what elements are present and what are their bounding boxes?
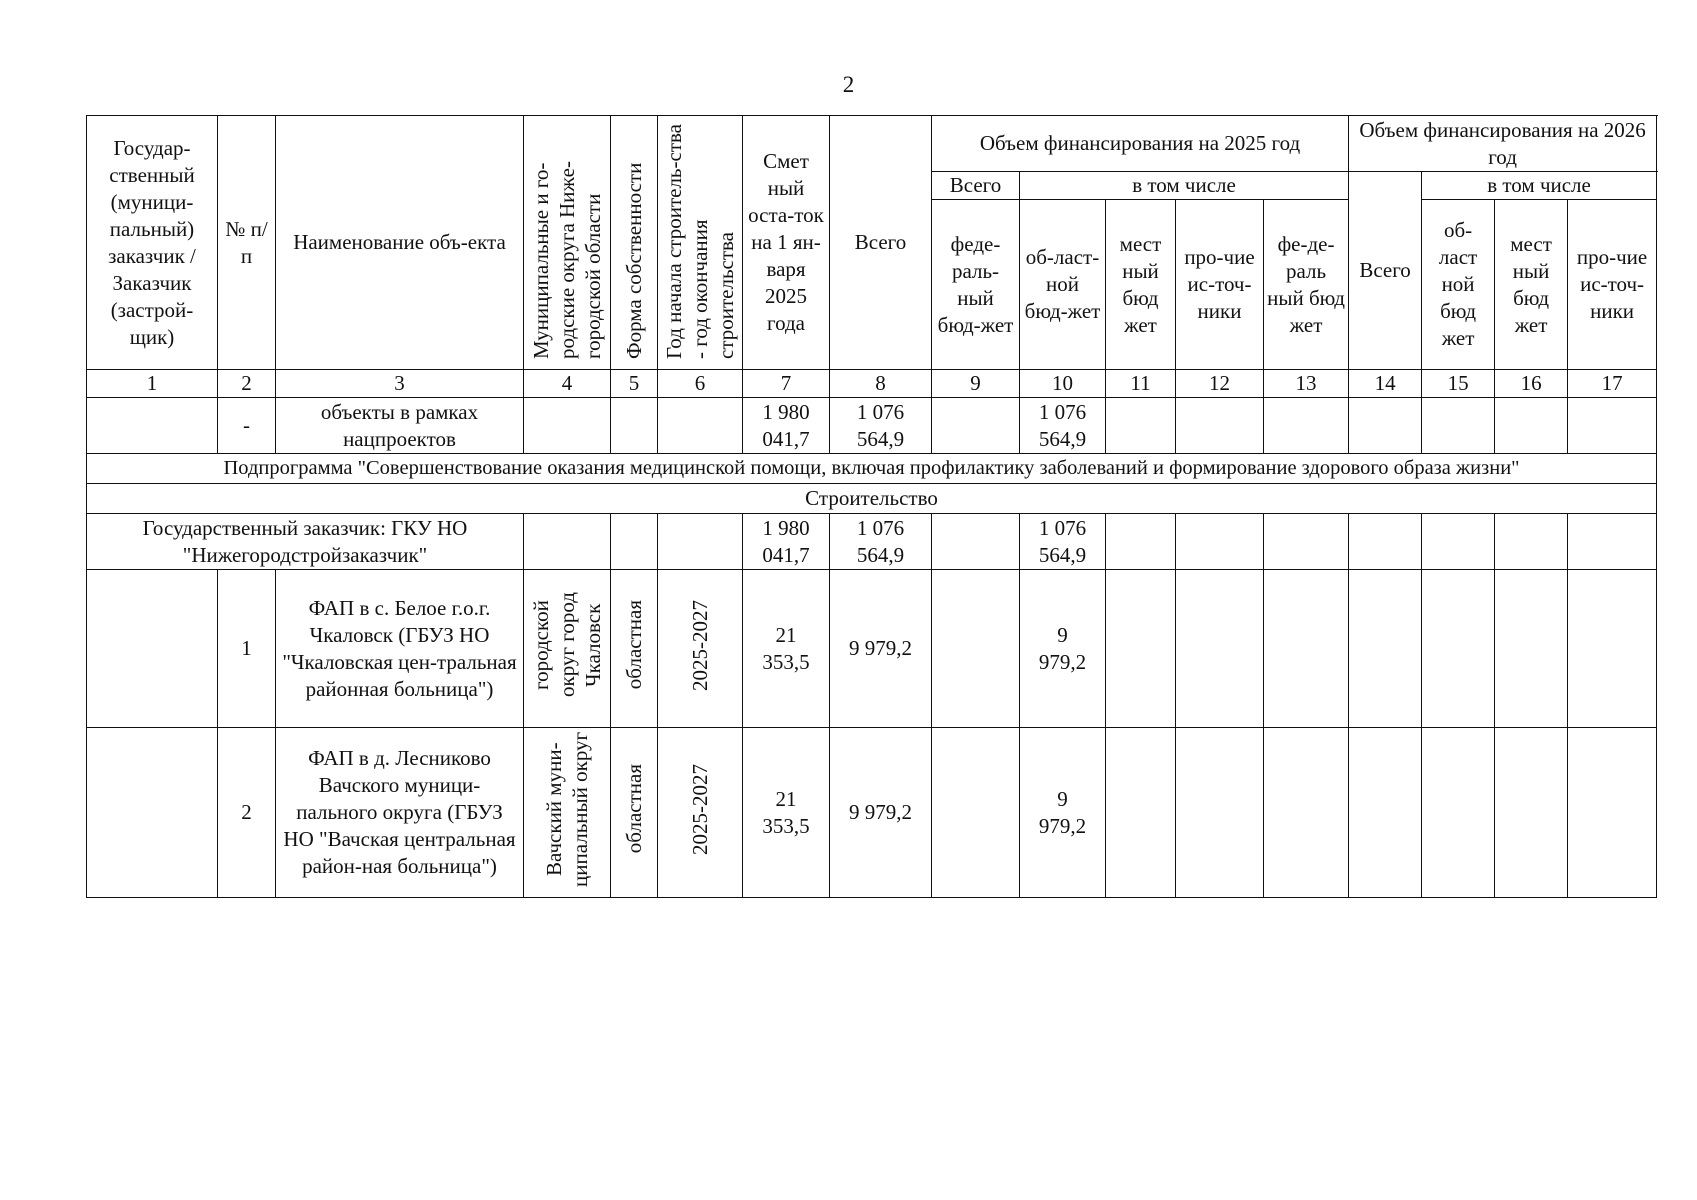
empty-cell xyxy=(87,398,218,454)
header-customer: Государ-ственный (муници-пальный) заказчик / Заказчик (застрой-щик) xyxy=(87,116,218,370)
col-number: 6 xyxy=(658,370,743,398)
total-value: 1 076 564,9 xyxy=(830,514,932,570)
empty-cell xyxy=(658,514,743,570)
empty-cell xyxy=(1568,514,1657,570)
header-financing-2026: Объем финансирования на 2026 год xyxy=(1349,116,1657,172)
header-2026-local: мест ный бюд жет xyxy=(1495,200,1568,370)
col-number: 16 xyxy=(1495,370,1568,398)
customer-name: Государственный заказчик: ГКУ НО "Нижегородстройзаказчик" xyxy=(87,514,524,570)
empty-cell xyxy=(1495,514,1568,570)
subprogram-title: Подпрограмма "Совершенствование оказания медицинской помощи, включая профилактику заболеваний и формирование здорового образа жизни" xyxy=(87,454,1657,484)
header-2025-federal: феде-раль-ный бюд-жет xyxy=(932,200,1020,370)
column-number-row xyxy=(87,370,1657,398)
header-2025-local: мест ный бюд жет xyxy=(1106,200,1176,370)
empty-cell xyxy=(1106,728,1176,898)
header-2025-other: про-чие ис-точ-ники xyxy=(1176,200,1264,370)
header-2026-regional: об-ласт ной бюд жет xyxy=(1422,200,1495,370)
header-object-name: Наименование объ-екта xyxy=(276,116,524,370)
col-number: 10 xyxy=(1020,370,1106,398)
empty-cell xyxy=(1264,728,1349,898)
col-number: 17 xyxy=(1568,370,1657,398)
municipality: городской округ город Чкаловск xyxy=(524,570,611,728)
regional-budget-2025: 1 076 564,9 xyxy=(1020,398,1106,454)
col-number: 15 xyxy=(1422,370,1495,398)
empty-cell xyxy=(1568,570,1657,728)
empty-cell xyxy=(1106,398,1176,454)
construction-years: 2025-2027 xyxy=(658,728,743,898)
col-number: 2 xyxy=(218,370,276,398)
table-row xyxy=(87,570,1657,728)
table-row xyxy=(87,398,1657,454)
header-total: Всего xyxy=(830,116,932,370)
header-2026-including: в том числе xyxy=(1422,172,1657,200)
col-number: 8 xyxy=(830,370,932,398)
empty-cell xyxy=(1264,514,1349,570)
estimate-balance: 1 980 041,7 xyxy=(743,514,830,570)
municipality: Вачский муни-ципальный округ xyxy=(524,728,611,898)
col-number: 9 xyxy=(932,370,1020,398)
empty-cell xyxy=(87,570,218,728)
empty-cell xyxy=(932,398,1020,454)
empty-cell xyxy=(1495,398,1568,454)
estimate-balance: 21 353,5 xyxy=(743,728,830,898)
empty-cell xyxy=(611,514,658,570)
empty-cell xyxy=(1568,398,1657,454)
empty-cell xyxy=(932,514,1020,570)
header-2025-including: в том числе xyxy=(1020,172,1349,200)
empty-cell xyxy=(932,728,1020,898)
header-years: Год начала строитель-ства - год окончания строительства xyxy=(658,116,743,370)
empty-cell xyxy=(658,398,743,454)
empty-cell xyxy=(1176,728,1264,898)
page-number: 2 xyxy=(842,72,855,97)
empty-cell xyxy=(1106,570,1176,728)
col-number: 13 xyxy=(1264,370,1349,398)
estimate-balance: 1 980 041,7 xyxy=(743,398,830,454)
regional-budget-2025: 9 979,2 xyxy=(1020,728,1106,898)
empty-cell xyxy=(1106,514,1176,570)
row-number: 1 xyxy=(218,570,276,728)
empty-cell xyxy=(1176,570,1264,728)
empty-cell xyxy=(1349,514,1422,570)
header-estimate: Смет ный оста-ток на 1 ян-варя 2025 года xyxy=(743,116,830,370)
empty-cell xyxy=(1495,570,1568,728)
empty-cell xyxy=(1495,728,1568,898)
header-municipality: Муниципальные и го-родские округа Ниже-городской области xyxy=(524,116,611,370)
col-number: 3 xyxy=(276,370,524,398)
empty-cell xyxy=(932,570,1020,728)
empty-cell xyxy=(1422,728,1495,898)
empty-cell xyxy=(1264,398,1349,454)
row-number: 2 xyxy=(218,728,276,898)
total-value: 1 076 564,9 xyxy=(830,398,932,454)
section-title: Строительство xyxy=(87,484,1657,514)
regional-budget-2025: 9 979,2 xyxy=(1020,570,1106,728)
empty-cell xyxy=(1422,514,1495,570)
col-number: 11 xyxy=(1106,370,1176,398)
financing-table xyxy=(86,115,1657,898)
table-row xyxy=(87,728,1657,898)
ownership: областная xyxy=(611,728,658,898)
empty-cell xyxy=(524,398,611,454)
col-number: 5 xyxy=(611,370,658,398)
empty-cell xyxy=(1349,570,1422,728)
header-ownership: Форма собственности xyxy=(611,116,658,370)
header-2026-total: Всего xyxy=(1349,172,1422,370)
ownership: областная xyxy=(611,570,658,728)
empty-cell xyxy=(1349,398,1422,454)
col-number: 12 xyxy=(1176,370,1264,398)
col-number: 1 xyxy=(87,370,218,398)
header-number: № п/п xyxy=(218,116,276,370)
total-value: 9 979,2 xyxy=(830,728,932,898)
col-number: 14 xyxy=(1349,370,1422,398)
row-number: - xyxy=(218,398,276,454)
header-2025-total: Всего xyxy=(932,172,1020,200)
object-name: ФАП в д. Лесниково Вачского муници-пального округа (ГБУЗ НО "Вачская центральная район-ная больница") xyxy=(276,728,524,898)
header-2025-regional: об-ласт-ной бюд-жет xyxy=(1020,200,1106,370)
regional-budget-2025: 1 076 564,9 xyxy=(1020,514,1106,570)
header-2026-federal: фе-де-раль ный бюд жет xyxy=(1264,200,1349,370)
empty-cell xyxy=(1176,398,1264,454)
col-number: 4 xyxy=(524,370,611,398)
empty-cell xyxy=(1568,728,1657,898)
table-row xyxy=(87,514,1657,570)
empty-cell xyxy=(1264,570,1349,728)
object-name: ФАП в с. Белое г.о.г. Чкаловск (ГБУЗ НО "Чкаловская цен-тральная районная больница") xyxy=(276,570,524,728)
empty-cell xyxy=(1176,514,1264,570)
empty-cell xyxy=(87,728,218,898)
header-2026-other: про-чие ис-точ-ники xyxy=(1568,200,1657,370)
construction-years: 2025-2027 xyxy=(658,570,743,728)
empty-cell xyxy=(1422,570,1495,728)
empty-cell xyxy=(1349,728,1422,898)
empty-cell xyxy=(611,398,658,454)
header-financing-2025: Объем финансирования на 2025 год xyxy=(932,116,1349,172)
estimate-balance: 21 353,5 xyxy=(743,570,830,728)
object-name: объекты в рамках нацпроектов xyxy=(276,398,524,454)
empty-cell xyxy=(1422,398,1495,454)
col-number: 7 xyxy=(743,370,830,398)
empty-cell xyxy=(524,514,611,570)
total-value: 9 979,2 xyxy=(830,570,932,728)
